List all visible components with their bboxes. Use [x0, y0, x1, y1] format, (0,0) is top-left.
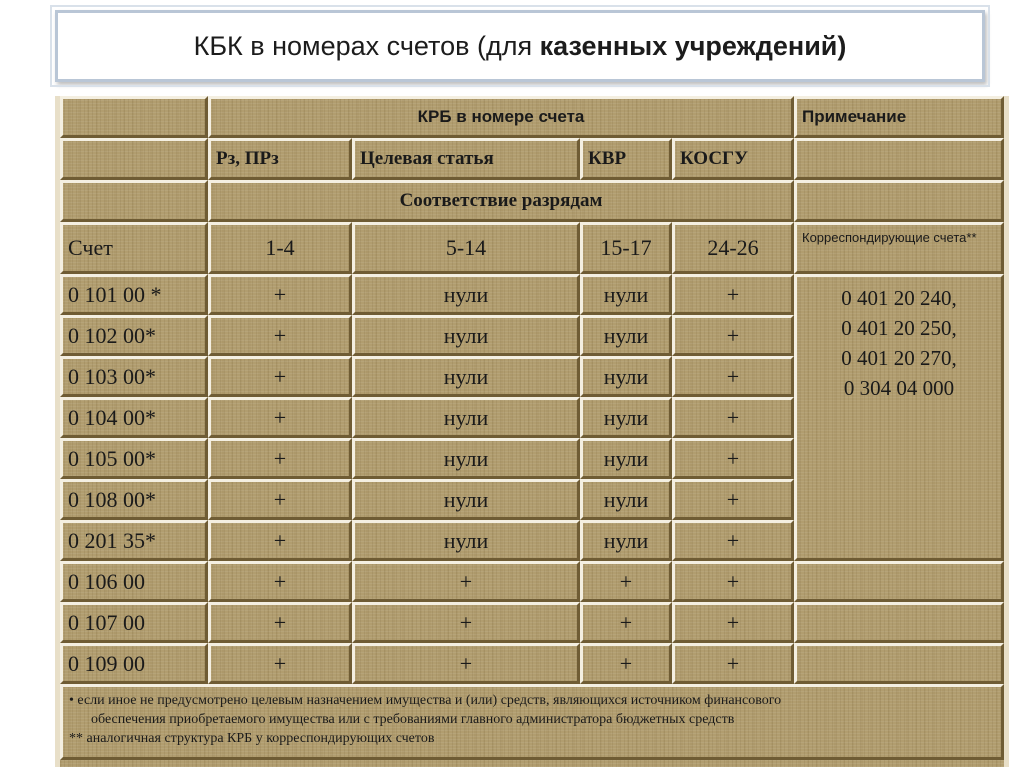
- cell-24-26: +: [672, 643, 794, 684]
- cell-1-4: +: [208, 397, 352, 438]
- account-cell: 0 103 00*: [60, 356, 208, 397]
- cell-15-17: нули: [580, 520, 672, 561]
- corresponding-accounts-cell: [794, 274, 1004, 561]
- cell-1-4: +: [208, 315, 352, 356]
- account-cell: 0 109 00: [60, 643, 208, 684]
- cell-1-4: +: [208, 561, 352, 602]
- cell-5-14: нули: [352, 356, 580, 397]
- cell-5-14: нули: [352, 397, 580, 438]
- cell-5-14: нули: [352, 520, 580, 561]
- cell-1-4: +: [208, 520, 352, 561]
- col-header-target-article: Целевая статья: [352, 138, 580, 180]
- cell-24-26: +: [672, 438, 794, 479]
- cell-15-17: нули: [580, 315, 672, 356]
- note-header: Примечание: [794, 96, 1004, 138]
- cell-15-17: нули: [580, 356, 672, 397]
- footnote-1-line-2: обеспечения приобретаемого имущества или с требованиями главного администратора бюджетных средств: [91, 712, 735, 727]
- corresponding-accounts-label: Корреспондирующие счета**: [794, 222, 1004, 274]
- cell-5-14: нули: [352, 479, 580, 520]
- note-empty-cell: [794, 602, 1004, 643]
- cell-15-17: +: [580, 643, 672, 684]
- account-cell: 0 107 00: [60, 602, 208, 643]
- cell-24-26: +: [672, 315, 794, 356]
- cell-1-4: +: [208, 602, 352, 643]
- cell-5-14: +: [352, 643, 580, 684]
- header-empty-cell: [60, 96, 208, 138]
- corresponding-account: 0 401 20 270,: [841, 346, 957, 370]
- cell-24-26: +: [672, 520, 794, 561]
- range-header-24-26: 24-26: [672, 222, 794, 274]
- cell-24-26: +: [672, 602, 794, 643]
- cell-1-4: +: [208, 438, 352, 479]
- cell-15-17: нули: [580, 479, 672, 520]
- cell-1-4: +: [208, 643, 352, 684]
- corresponding-account: 0 304 04 000: [843, 376, 955, 400]
- title-box: [55, 10, 985, 82]
- cell-15-17: нули: [580, 274, 672, 315]
- account-cell: 0 105 00*: [60, 438, 208, 479]
- cell-24-26: +: [672, 356, 794, 397]
- account-cell: 0 101 00 *: [60, 274, 208, 315]
- cell-5-14: нули: [352, 274, 580, 315]
- kbk-table: [60, 96, 1004, 760]
- digit-match-header: Соответствие разрядам: [208, 180, 794, 222]
- account-cell: 0 108 00*: [60, 479, 208, 520]
- cell-1-4: +: [208, 356, 352, 397]
- note-empty-cell: [794, 561, 1004, 602]
- cell-5-14: нули: [352, 438, 580, 479]
- header-empty-cell: [794, 138, 1004, 180]
- cell-15-17: +: [580, 602, 672, 643]
- cell-1-4: +: [208, 274, 352, 315]
- account-cell: 0 201 35*: [60, 520, 208, 561]
- cell-5-14: +: [352, 561, 580, 602]
- col-header-rz-prz: Рз, ПРз: [208, 138, 352, 180]
- cell-24-26: +: [672, 561, 794, 602]
- corresponding-account: 0 401 20 250,: [841, 316, 957, 340]
- cell-15-17: нули: [580, 397, 672, 438]
- cell-1-4: +: [208, 479, 352, 520]
- kbk-table-area: [55, 96, 1009, 767]
- footnote-2: ** аналогичная структура КРБ у корреспондирующих счетов: [69, 731, 435, 746]
- header-empty-cell: [794, 180, 1004, 222]
- krb-header: КРБ в номере счета: [208, 96, 794, 138]
- cell-24-26: +: [672, 274, 794, 315]
- account-header: Счет: [60, 222, 208, 274]
- slide-title: КБК в номерах счетов (для казенных учреждений): [193, 30, 847, 61]
- note-empty-cell: [794, 643, 1004, 684]
- cell-24-26: +: [672, 397, 794, 438]
- header-empty-cell: [60, 138, 208, 180]
- account-cell: 0 106 00: [60, 561, 208, 602]
- cell-15-17: +: [580, 561, 672, 602]
- corresponding-account: 0 401 20 240,: [841, 286, 957, 310]
- cell-5-14: +: [352, 602, 580, 643]
- col-header-kosgu: КОСГУ: [672, 138, 794, 180]
- header-empty-cell: [60, 180, 208, 222]
- cell-24-26: +: [672, 479, 794, 520]
- range-header-15-17: 15-17: [580, 222, 672, 274]
- cell-5-14: нули: [352, 315, 580, 356]
- cell-15-17: нули: [580, 438, 672, 479]
- footnotes-cell: [60, 684, 1004, 760]
- account-cell: 0 102 00*: [60, 315, 208, 356]
- footnote-1-line-1: • если иное не предусмотрено целевым назначением имущества и (или) средств, являющихся источником финансового: [69, 693, 782, 708]
- account-cell: 0 104 00*: [60, 397, 208, 438]
- range-header-5-14: 5-14: [352, 222, 580, 274]
- range-header-1-4: 1-4: [208, 222, 352, 274]
- col-header-kvr: КВР: [580, 138, 672, 180]
